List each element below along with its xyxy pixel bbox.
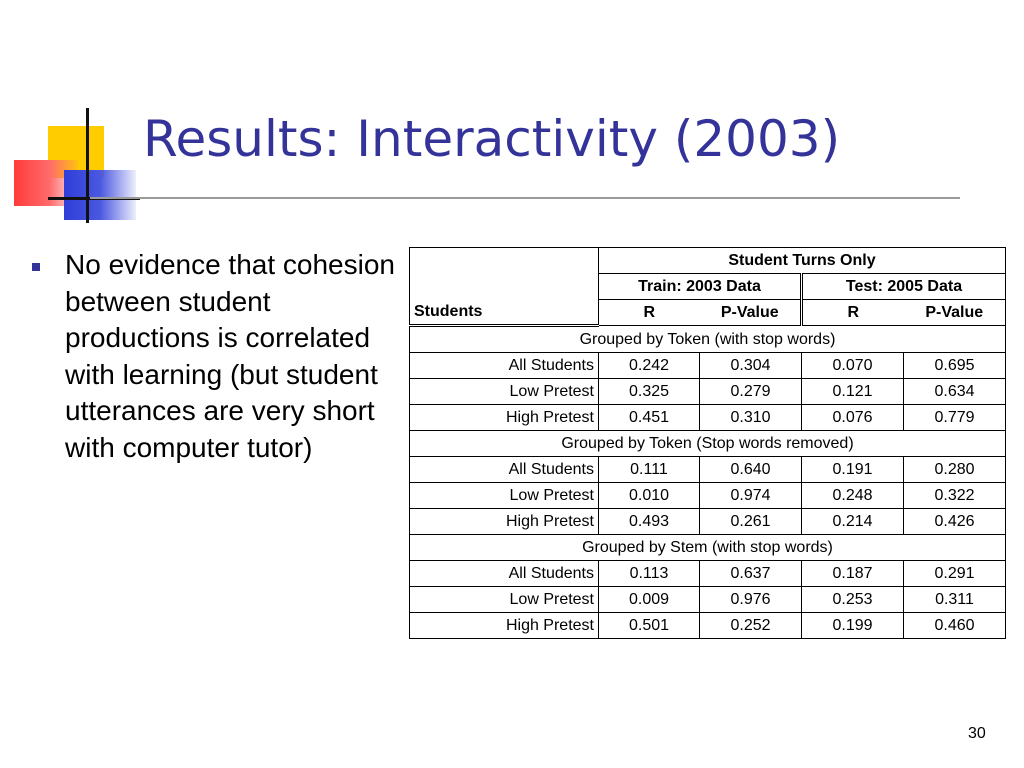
test-r-cell: 0.187 bbox=[802, 561, 904, 587]
section-title: Grouped by Token (with stop words) bbox=[410, 326, 1006, 353]
row-label: All Students bbox=[410, 561, 599, 587]
bullet-text: No evidence that cohesion between student productions is correlated with learning (but student utterances are very short with computer tutor) bbox=[65, 249, 395, 463]
test-r-cell: 0.199 bbox=[802, 613, 904, 639]
train-r-cell: 0.111 bbox=[599, 457, 700, 483]
students-header: Students bbox=[410, 248, 599, 326]
table-row bbox=[410, 353, 1006, 379]
train-p-cell: 0.640 bbox=[700, 457, 802, 483]
train-r-cell: 0.009 bbox=[599, 587, 700, 613]
section-title: Grouped by Token (Stop words removed) bbox=[410, 431, 1006, 457]
row-label: High Pretest bbox=[410, 613, 599, 639]
logo-vertical-line bbox=[86, 108, 89, 223]
bullet-square-icon bbox=[32, 263, 40, 271]
train-p-cell: 0.261 bbox=[700, 509, 802, 535]
test-p-header: P-Value bbox=[904, 300, 1006, 326]
table-row bbox=[410, 613, 1006, 639]
slide-logo-decoration bbox=[0, 0, 140, 230]
test-p-cell: 0.280 bbox=[904, 457, 1006, 483]
page-number: 30 bbox=[968, 725, 986, 742]
train-r-cell: 0.242 bbox=[599, 353, 700, 379]
test-r-cell: 0.121 bbox=[802, 379, 904, 405]
test-r-header: R bbox=[802, 300, 904, 326]
test-r-cell: 0.253 bbox=[802, 587, 904, 613]
table-row bbox=[410, 457, 1006, 483]
train-p-cell: 0.310 bbox=[700, 405, 802, 431]
row-label: Low Pretest bbox=[410, 483, 599, 509]
student-turns-header: Student Turns Only bbox=[599, 248, 1006, 274]
test-r-cell: 0.248 bbox=[802, 483, 904, 509]
train-r-cell: 0.010 bbox=[599, 483, 700, 509]
test-r-cell: 0.070 bbox=[802, 353, 904, 379]
test-p-cell: 0.695 bbox=[904, 353, 1006, 379]
row-label: All Students bbox=[410, 457, 599, 483]
train-p-cell: 0.974 bbox=[700, 483, 802, 509]
row-label: Low Pretest bbox=[410, 587, 599, 613]
train-p-cell: 0.279 bbox=[700, 379, 802, 405]
test-p-cell: 0.291 bbox=[904, 561, 1006, 587]
slide-title: Results: Interactivity (2003) bbox=[143, 110, 841, 168]
section-title: Grouped by Stem (with stop words) bbox=[410, 535, 1006, 561]
test-p-cell: 0.460 bbox=[904, 613, 1006, 639]
train-r-cell: 0.451 bbox=[599, 405, 700, 431]
table-row bbox=[410, 509, 1006, 535]
test-header: Test: 2005 Data bbox=[802, 274, 1006, 300]
train-p-cell: 0.976 bbox=[700, 587, 802, 613]
train-header: Train: 2003 Data bbox=[599, 274, 802, 300]
train-p-cell: 0.252 bbox=[700, 613, 802, 639]
train-r-cell: 0.325 bbox=[599, 379, 700, 405]
train-r-cell: 0.113 bbox=[599, 561, 700, 587]
test-p-cell: 0.779 bbox=[904, 405, 1006, 431]
train-r-cell: 0.501 bbox=[599, 613, 700, 639]
train-p-cell: 0.637 bbox=[700, 561, 802, 587]
row-label: High Pretest bbox=[410, 509, 599, 535]
test-r-cell: 0.191 bbox=[802, 457, 904, 483]
row-label: Low Pretest bbox=[410, 379, 599, 405]
train-p-cell: 0.304 bbox=[700, 353, 802, 379]
table-row bbox=[410, 379, 1006, 405]
train-r-header: R bbox=[599, 300, 700, 326]
test-r-cell: 0.076 bbox=[802, 405, 904, 431]
logo-blue-square bbox=[64, 170, 136, 220]
test-r-cell: 0.214 bbox=[802, 509, 904, 535]
row-label: High Pretest bbox=[410, 405, 599, 431]
test-p-cell: 0.322 bbox=[904, 483, 1006, 509]
row-label: All Students bbox=[410, 353, 599, 379]
test-p-cell: 0.634 bbox=[904, 379, 1006, 405]
table-row bbox=[410, 405, 1006, 431]
results-table bbox=[409, 247, 1006, 639]
table-row bbox=[410, 561, 1006, 587]
table-row bbox=[410, 483, 1006, 509]
train-r-cell: 0.493 bbox=[599, 509, 700, 535]
table-row bbox=[410, 587, 1006, 613]
train-p-header: P-Value bbox=[700, 300, 802, 326]
test-p-cell: 0.426 bbox=[904, 509, 1006, 535]
test-p-cell: 0.311 bbox=[904, 587, 1006, 613]
title-underline bbox=[90, 197, 960, 199]
